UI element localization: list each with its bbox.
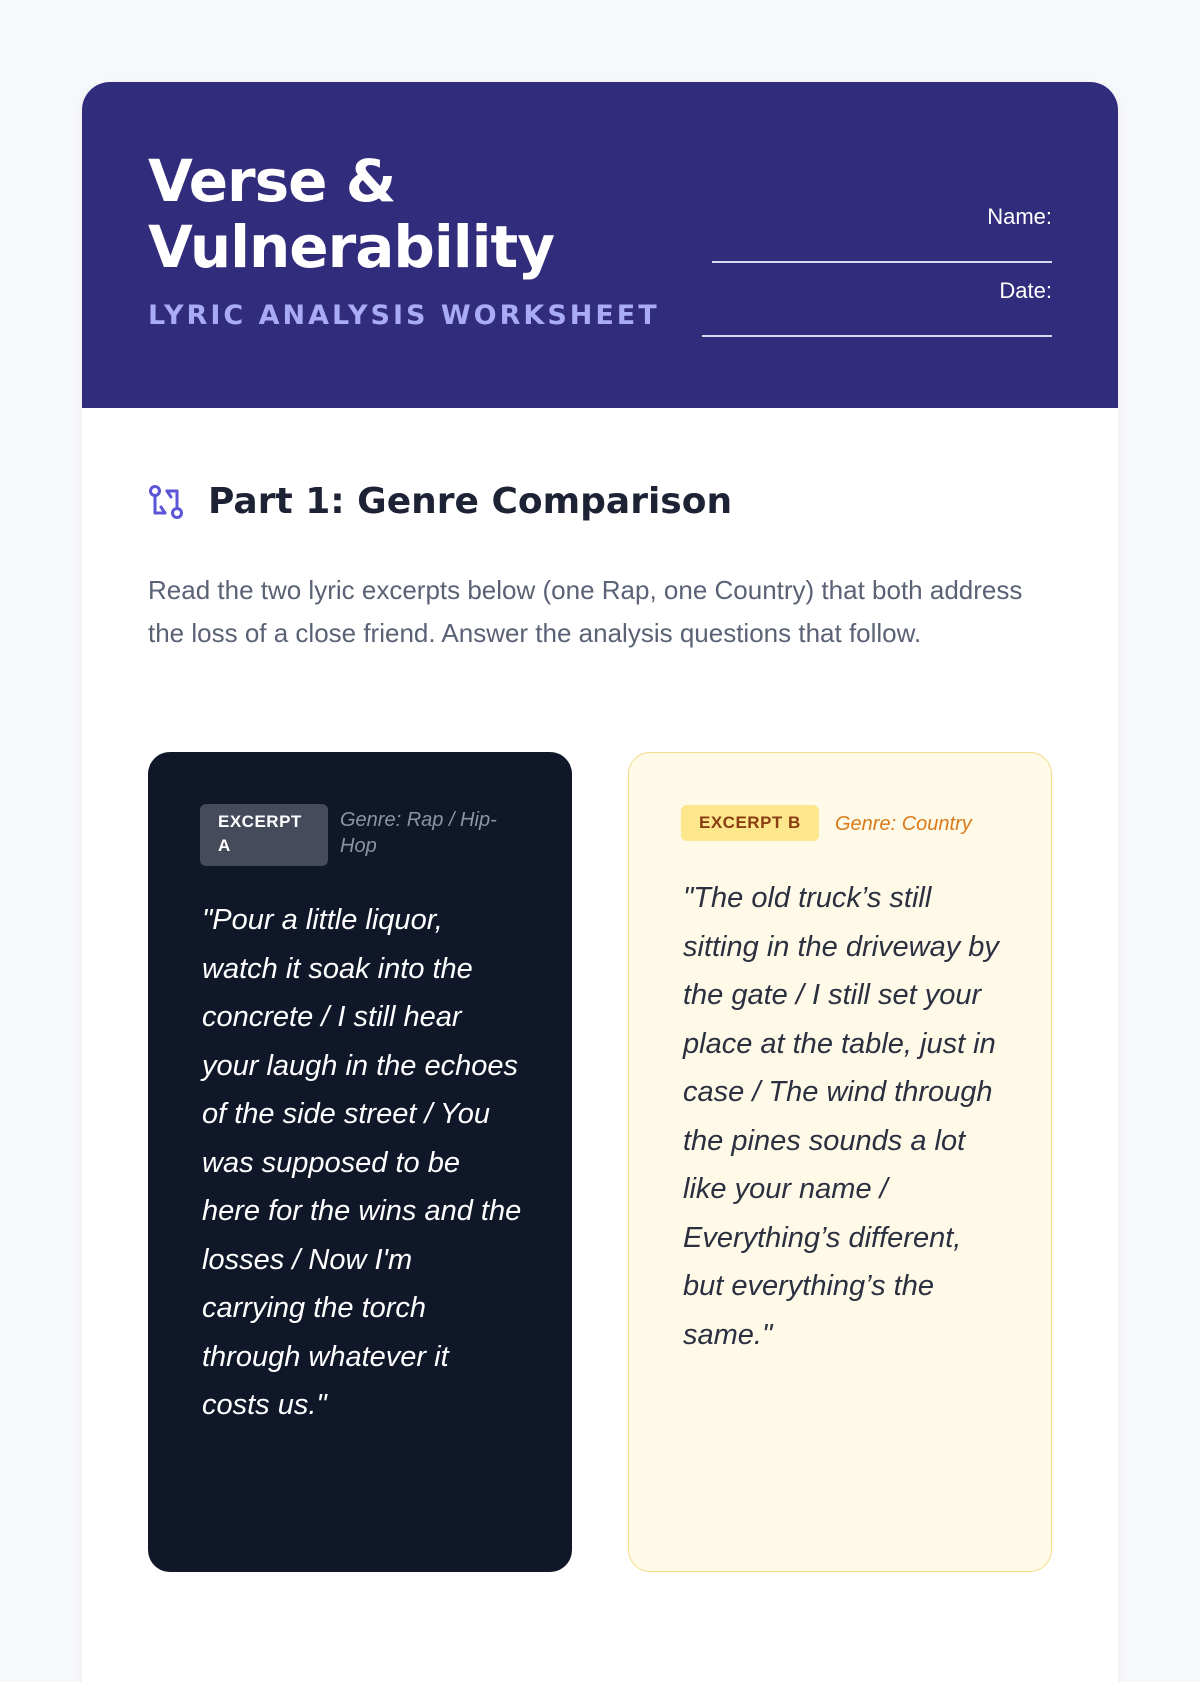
date-label: Date: xyxy=(999,278,1052,303)
lyric-excerpt: "The old truck’s still sitting in the driveway by the gate / I still set your place at the table, just in case / The wind through the pines sounds a lot like your name / Everything’s different, but everything’s the same." xyxy=(683,882,999,1351)
genre-label: Genre: Rap / Hip-Hop xyxy=(340,809,497,857)
name-field-line[interactable] xyxy=(712,261,1052,263)
worksheet-subtitle: LYRIC ANALYSIS WORKSHEET xyxy=(148,300,660,331)
excerpt-card-a xyxy=(148,752,572,1572)
date-field-line[interactable] xyxy=(702,335,1052,337)
lyric-excerpt: "Pour a little liquor, watch it soak into the concrete / I still hear your laugh in the echoes of the side street / You was supposed to be here for the wins and the losses / Now I'm carrying the torch through whatever it costs us." xyxy=(202,904,522,1421)
excerpt-card-b xyxy=(628,752,1052,1572)
worksheet-page xyxy=(82,82,1118,1682)
section-title: Part 1: Genre Comparison xyxy=(208,481,733,522)
genre-label: Genre: Country xyxy=(835,813,972,835)
branch-compare-icon xyxy=(148,484,184,520)
excerpt-badge: EXCERPT B xyxy=(681,805,819,841)
name-label: Name: xyxy=(987,204,1052,229)
excerpt-badge: EXCERPT A xyxy=(200,804,328,866)
worksheet-title: Verse & Vulnerability xyxy=(148,147,555,281)
section-intro: Read the two lyric excerpts below (one Rap, one Country) that both address the loss of a close friend. Answer the analysis questions that follow. xyxy=(148,575,1023,648)
worksheet-header xyxy=(82,82,1118,408)
